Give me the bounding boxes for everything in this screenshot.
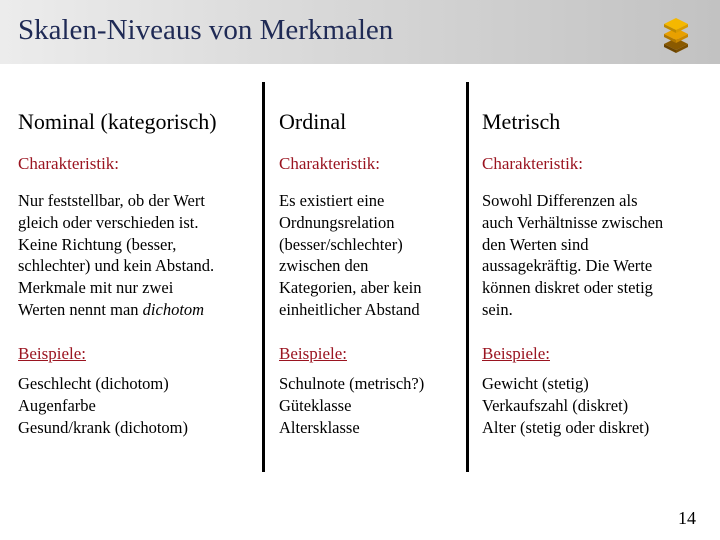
characteristic-text — [482, 190, 663, 321]
examples-label: Beispiele: — [18, 344, 86, 363]
example-item: Gesund/krank (dichotom) — [18, 417, 189, 437]
text-line: Kategorien, aber kein — [279, 278, 422, 298]
characteristic-text — [279, 190, 421, 321]
text-line: schlechter) und kein Abstand. — [18, 256, 215, 276]
text-line: auch Verhältnisse zwischen — [482, 212, 664, 232]
text-line: Keine Richtung (besser, — [18, 234, 177, 254]
example-item: Gewicht (stetig) — [482, 374, 589, 393]
title-bar — [0, 0, 720, 64]
text-line: Sowohl Differenzen als — [482, 191, 638, 210]
column-heading: Metrisch — [482, 109, 561, 134]
column-heading: Ordinal — [279, 109, 347, 134]
text-fragment: Werten nennt man — [18, 299, 139, 319]
column-heading: Nominal (kategorisch) — [18, 109, 217, 134]
text-line: können diskret oder stetig — [482, 278, 653, 298]
example-item: Augenfarbe — [18, 395, 96, 415]
column-divider-1 — [262, 82, 265, 472]
text-line: den Werten sind — [482, 234, 589, 254]
page-number: 14 — [678, 508, 696, 528]
example-item: Güteklasse — [279, 395, 352, 415]
examples-list — [482, 373, 649, 438]
column-metric — [482, 108, 712, 437]
italic-term: dichotom — [142, 299, 205, 319]
text-line: zwischen den — [279, 256, 369, 276]
text-line: Nur feststellbar, ob der Wert — [18, 191, 205, 210]
text-line: Merkmale mit nur zwei — [18, 278, 174, 298]
example-item: Alter (stetig oder diskret) — [482, 417, 650, 437]
text-line: (besser/schlechter) — [279, 234, 403, 254]
characteristic-label: Charakteristik: — [279, 154, 381, 173]
characteristic-text — [18, 190, 214, 321]
characteristic-label: Charakteristik: — [18, 154, 120, 173]
example-item: Schulnote (metrisch?) — [279, 374, 425, 393]
text-line: einheitlicher Abstand — [279, 299, 420, 319]
text-line: aussagekräftig. Die Werte — [482, 256, 653, 276]
examples-label: Beispiele: — [279, 344, 347, 363]
example-item: Verkaufszahl (diskret) — [482, 395, 629, 415]
example-item: Geschlecht (dichotom) — [18, 374, 169, 393]
text-line: Es existiert eine — [279, 191, 385, 210]
column-ordinal — [279, 108, 457, 437]
example-item: Altersklasse — [279, 417, 360, 437]
examples-list — [279, 373, 424, 438]
column-nominal — [18, 108, 256, 437]
examples-list — [18, 373, 188, 438]
stacked-layers-logo-icon — [656, 14, 696, 54]
text-line: sein. — [482, 299, 513, 319]
column-divider-2 — [466, 82, 469, 472]
slide-title: Skalen-Niveaus von Merkmalen — [18, 14, 394, 46]
examples-label: Beispiele: — [482, 344, 550, 363]
text-line-with-italic — [18, 299, 214, 321]
text-line: Ordnungsrelation — [279, 212, 395, 232]
text-line: gleich oder verschieden ist. — [18, 212, 199, 232]
characteristic-label: Charakteristik: — [482, 154, 584, 173]
